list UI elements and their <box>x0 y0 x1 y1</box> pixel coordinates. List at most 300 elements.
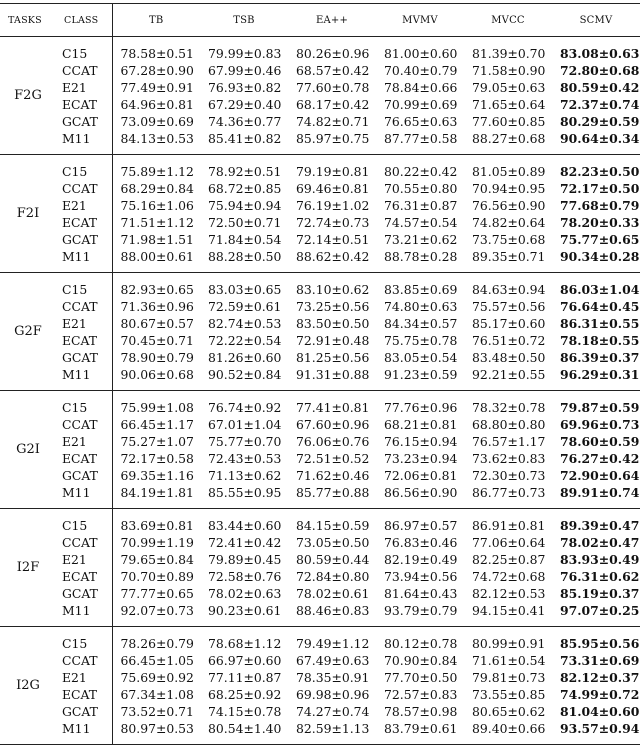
class-label: M11 <box>56 484 112 509</box>
value-cell: 71.84±0.54 <box>208 232 282 247</box>
table-row <box>0 686 640 703</box>
value-cell: 75.99±1.08 <box>120 400 194 415</box>
value-cell: 71.13±0.62 <box>208 468 282 483</box>
class-label: GCAT <box>56 467 112 484</box>
value-cell: 92.07±0.73 <box>120 603 194 618</box>
value-cell: 72.17±0.58 <box>120 451 194 466</box>
table-row <box>0 416 640 433</box>
value-cell: 72.37±0.74 <box>560 97 640 112</box>
value-cell: 90.64±0.34 <box>560 131 640 146</box>
value-cell: 77.60±0.78 <box>296 80 370 95</box>
value-cell: 87.77±0.58 <box>384 131 458 146</box>
value-cell: 76.56±0.90 <box>472 198 546 213</box>
value-cell: 67.49±0.63 <box>296 653 370 668</box>
class-label: M11 <box>56 366 112 391</box>
value-cell: 68.25±0.92 <box>208 687 282 702</box>
value-cell: 79.89±0.45 <box>208 552 282 567</box>
value-cell: 80.59±0.42 <box>560 80 640 95</box>
class-label: C15 <box>56 391 112 417</box>
value-cell: 74.57±0.54 <box>384 215 458 230</box>
value-cell: 81.26±0.60 <box>208 350 282 365</box>
value-cell: 80.99±0.91 <box>472 636 546 651</box>
table-row <box>0 484 640 509</box>
value-cell: 96.29±0.31 <box>560 367 640 382</box>
table-row <box>0 602 640 627</box>
value-cell: 73.62±0.83 <box>472 451 546 466</box>
table-row <box>0 180 640 197</box>
value-cell: 75.27±1.07 <box>120 434 194 449</box>
value-cell: 85.77±0.88 <box>296 485 370 500</box>
class-label: CCAT <box>56 534 112 551</box>
value-cell: 71.61±0.54 <box>472 653 546 668</box>
value-cell: 82.12±0.53 <box>472 586 546 601</box>
value-cell: 67.99±0.46 <box>208 63 282 78</box>
value-cell: 83.69±0.81 <box>120 518 194 533</box>
value-cell: 67.01±1.04 <box>208 417 282 432</box>
value-cell: 91.31±0.88 <box>296 367 370 382</box>
value-cell: 89.40±0.66 <box>472 721 546 736</box>
class-label: ECAT <box>56 568 112 585</box>
header-class: CLASS <box>56 4 112 37</box>
value-cell: 70.55±0.80 <box>384 181 458 196</box>
task-label: I2G <box>16 678 40 693</box>
table-row <box>0 248 640 273</box>
class-label: E21 <box>56 551 112 568</box>
class-label: ECAT <box>56 332 112 349</box>
table-row <box>0 332 640 349</box>
value-cell: 78.84±0.66 <box>384 80 458 95</box>
value-cell: 68.57±0.42 <box>296 63 370 78</box>
value-cell: 77.60±0.85 <box>472 114 546 129</box>
value-cell: 81.04±0.60 <box>560 704 640 719</box>
value-cell: 68.80±0.80 <box>472 417 546 432</box>
value-cell: 71.36±0.96 <box>120 299 194 314</box>
value-cell: 82.59±1.13 <box>296 721 370 736</box>
value-cell: 76.65±0.63 <box>384 114 458 129</box>
value-cell: 86.97±0.57 <box>384 518 458 533</box>
class-label: C15 <box>56 155 112 181</box>
value-cell: 86.03±1.04 <box>560 282 640 297</box>
value-cell: 72.90±0.64 <box>560 468 640 483</box>
task-group <box>0 509 640 627</box>
value-cell: 83.05±0.54 <box>384 350 458 365</box>
value-cell: 71.51±1.12 <box>120 215 194 230</box>
class-label: CCAT <box>56 652 112 669</box>
header-mvmv: MVMV <box>376 4 464 37</box>
class-label: E21 <box>56 669 112 686</box>
value-cell: 75.57±0.56 <box>472 299 546 314</box>
value-cell: 84.34±0.57 <box>384 316 458 331</box>
value-cell: 78.57±0.98 <box>384 704 458 719</box>
value-cell: 68.29±0.84 <box>120 181 194 196</box>
table-row <box>0 585 640 602</box>
table-row <box>0 231 640 248</box>
value-cell: 94.15±0.41 <box>472 603 546 618</box>
value-cell: 80.97±0.53 <box>120 721 194 736</box>
value-cell: 79.99±0.83 <box>208 46 282 61</box>
task-group <box>0 391 640 509</box>
value-cell: 71.62±0.46 <box>296 468 370 483</box>
table-row <box>0 509 640 535</box>
value-cell: 66.45±1.05 <box>120 653 194 668</box>
value-cell: 69.96±0.73 <box>560 417 640 432</box>
value-cell: 72.22±0.54 <box>208 333 282 348</box>
table-row <box>0 96 640 113</box>
value-cell: 75.77±0.70 <box>208 434 282 449</box>
class-label: CCAT <box>56 180 112 197</box>
value-cell: 85.17±0.60 <box>472 316 546 331</box>
value-cell: 72.17±0.50 <box>560 181 640 196</box>
value-cell: 82.19±0.49 <box>384 552 458 567</box>
value-cell: 84.63±0.94 <box>472 282 546 297</box>
table-row <box>0 315 640 332</box>
value-cell: 93.57±0.94 <box>560 721 640 736</box>
value-cell: 72.50±0.71 <box>208 215 282 230</box>
value-cell: 73.23±0.94 <box>384 451 458 466</box>
class-label: E21 <box>56 433 112 450</box>
value-cell: 83.44±0.60 <box>208 518 282 533</box>
table-row <box>0 720 640 745</box>
value-cell: 84.19±1.81 <box>120 485 194 500</box>
value-cell: 82.23±0.50 <box>560 164 640 179</box>
value-cell: 70.99±1.19 <box>120 535 194 550</box>
value-cell: 84.13±0.53 <box>120 131 194 146</box>
value-cell: 93.79±0.79 <box>384 603 458 618</box>
value-cell: 80.26±0.96 <box>296 46 370 61</box>
value-cell: 78.26±0.79 <box>120 636 194 651</box>
value-cell: 74.80±0.63 <box>384 299 458 314</box>
value-cell: 75.77±0.65 <box>560 232 640 247</box>
header-tsb: TSB <box>200 4 288 37</box>
value-cell: 91.23±0.59 <box>384 367 458 382</box>
task-label: G2F <box>14 324 42 339</box>
value-cell: 76.64±0.45 <box>560 299 640 314</box>
value-cell: 85.41±0.82 <box>208 131 282 146</box>
value-cell: 73.75±0.68 <box>472 232 546 247</box>
value-cell: 86.77±0.73 <box>472 485 546 500</box>
value-cell: 70.99±0.69 <box>384 97 458 112</box>
table-row <box>0 669 640 686</box>
class-label: C15 <box>56 627 112 653</box>
value-cell: 80.22±0.42 <box>384 164 458 179</box>
value-cell: 78.60±0.59 <box>560 434 640 449</box>
value-cell: 85.95±0.56 <box>560 636 640 651</box>
value-cell: 64.96±0.81 <box>120 97 194 112</box>
value-cell: 83.85±0.69 <box>384 282 458 297</box>
value-cell: 76.27±0.42 <box>560 451 640 466</box>
value-cell: 75.75±0.78 <box>384 333 458 348</box>
value-cell: 73.21±0.62 <box>384 232 458 247</box>
class-label: C15 <box>56 509 112 535</box>
value-cell: 77.41±0.81 <box>296 400 370 415</box>
class-label: GCAT <box>56 231 112 248</box>
table-row <box>0 197 640 214</box>
class-label: C15 <box>56 273 112 299</box>
class-label: M11 <box>56 130 112 155</box>
value-cell: 74.99±0.72 <box>560 687 640 702</box>
class-label: C15 <box>56 37 112 63</box>
task-group <box>0 273 640 391</box>
task-label: F2G <box>14 88 42 103</box>
table-row <box>0 155 640 181</box>
value-cell: 72.06±0.81 <box>384 468 458 483</box>
value-cell: 82.93±0.65 <box>120 282 194 297</box>
value-cell: 82.12±0.37 <box>560 670 640 685</box>
value-cell: 78.35±0.91 <box>296 670 370 685</box>
value-cell: 85.55±0.95 <box>208 485 282 500</box>
value-cell: 67.60±0.96 <box>296 417 370 432</box>
value-cell: 80.59±0.44 <box>296 552 370 567</box>
value-cell: 76.57±1.17 <box>472 434 546 449</box>
value-cell: 77.06±0.64 <box>472 535 546 550</box>
value-cell: 80.29±0.59 <box>560 114 640 129</box>
value-cell: 86.39±0.37 <box>560 350 640 365</box>
value-cell: 76.51±0.72 <box>472 333 546 348</box>
value-cell: 67.28±0.90 <box>120 63 194 78</box>
value-cell: 81.05±0.89 <box>472 164 546 179</box>
value-cell: 75.16±1.06 <box>120 198 194 213</box>
table-row <box>0 273 640 299</box>
class-label: CCAT <box>56 298 112 315</box>
value-cell: 78.02±0.61 <box>296 586 370 601</box>
value-cell: 76.83±0.46 <box>384 535 458 550</box>
value-cell: 73.09±0.69 <box>120 114 194 129</box>
value-cell: 80.54±1.40 <box>208 721 282 736</box>
value-cell: 71.65±0.64 <box>472 97 546 112</box>
value-cell: 71.98±1.51 <box>120 232 194 247</box>
task-label: G2I <box>16 442 40 457</box>
class-label: M11 <box>56 720 112 745</box>
table-row <box>0 62 640 79</box>
value-cell: 90.06±0.68 <box>120 367 194 382</box>
class-label: CCAT <box>56 416 112 433</box>
value-cell: 72.43±0.53 <box>208 451 282 466</box>
header-ea: EA++ <box>288 4 376 37</box>
value-cell: 76.31±0.87 <box>384 198 458 213</box>
table-row <box>0 652 640 669</box>
table-row <box>0 627 640 653</box>
value-cell: 75.69±0.92 <box>120 670 194 685</box>
value-cell: 79.05±0.63 <box>472 80 546 95</box>
task-group <box>0 155 640 273</box>
task-group <box>0 37 640 155</box>
table-row <box>0 433 640 450</box>
value-cell: 80.65±0.62 <box>472 704 546 719</box>
value-cell: 82.25±0.87 <box>472 552 546 567</box>
class-label: GCAT <box>56 349 112 366</box>
table-row <box>0 568 640 585</box>
table-row <box>0 551 640 568</box>
value-cell: 79.87±0.59 <box>560 400 640 415</box>
value-cell: 79.65±0.84 <box>120 552 194 567</box>
table-row <box>0 534 640 551</box>
value-cell: 74.72±0.68 <box>472 569 546 584</box>
value-cell: 80.12±0.78 <box>384 636 458 651</box>
table-row <box>0 214 640 231</box>
value-cell: 90.23±0.61 <box>208 603 282 618</box>
value-cell: 78.90±0.79 <box>120 350 194 365</box>
value-cell: 72.51±0.52 <box>296 451 370 466</box>
value-cell: 83.48±0.50 <box>472 350 546 365</box>
results-table <box>0 3 640 745</box>
table-row <box>0 130 640 155</box>
value-cell: 86.56±0.90 <box>384 485 458 500</box>
value-cell: 88.28±0.50 <box>208 249 282 264</box>
value-cell: 70.45±0.71 <box>120 333 194 348</box>
table-row <box>0 450 640 467</box>
value-cell: 74.27±0.74 <box>296 704 370 719</box>
value-cell: 79.49±1.12 <box>296 636 370 651</box>
value-cell: 88.46±0.83 <box>296 603 370 618</box>
value-cell: 83.93±0.49 <box>560 552 640 567</box>
value-cell: 81.39±0.70 <box>472 46 546 61</box>
class-label: ECAT <box>56 96 112 113</box>
class-label: ECAT <box>56 450 112 467</box>
header-scmv: SCMV <box>552 4 640 37</box>
value-cell: 67.34±1.08 <box>120 687 194 702</box>
value-cell: 88.78±0.28 <box>384 249 458 264</box>
class-label: GCAT <box>56 703 112 720</box>
value-cell: 92.21±0.55 <box>472 367 546 382</box>
value-cell: 72.91±0.48 <box>296 333 370 348</box>
value-cell: 83.10±0.62 <box>296 282 370 297</box>
value-cell: 73.52±0.71 <box>120 704 194 719</box>
value-cell: 70.94±0.95 <box>472 181 546 196</box>
class-label: GCAT <box>56 585 112 602</box>
value-cell: 76.93±0.82 <box>208 80 282 95</box>
value-cell: 74.82±0.71 <box>296 114 370 129</box>
value-cell: 79.19±0.81 <box>296 164 370 179</box>
header-tasks: TASKS <box>0 4 56 37</box>
value-cell: 89.91±0.74 <box>560 485 640 500</box>
value-cell: 83.03±0.65 <box>208 282 282 297</box>
value-cell: 85.19±0.37 <box>560 586 640 601</box>
value-cell: 70.90±0.84 <box>384 653 458 668</box>
table-row <box>0 298 640 315</box>
value-cell: 72.41±0.42 <box>208 535 282 550</box>
class-label: E21 <box>56 315 112 332</box>
value-cell: 82.74±0.53 <box>208 316 282 331</box>
value-cell: 78.68±1.12 <box>208 636 282 651</box>
value-cell: 73.25±0.56 <box>296 299 370 314</box>
value-cell: 89.35±0.71 <box>472 249 546 264</box>
class-label: ECAT <box>56 214 112 231</box>
value-cell: 90.52±0.84 <box>208 367 282 382</box>
value-cell: 72.58±0.76 <box>208 569 282 584</box>
value-cell: 72.30±0.73 <box>472 468 546 483</box>
class-label: GCAT <box>56 113 112 130</box>
value-cell: 66.97±0.60 <box>208 653 282 668</box>
value-cell: 70.70±0.89 <box>120 569 194 584</box>
value-cell: 72.84±0.80 <box>296 569 370 584</box>
value-cell: 77.70±0.50 <box>384 670 458 685</box>
value-cell: 78.18±0.55 <box>560 333 640 348</box>
value-cell: 76.19±1.02 <box>296 198 370 213</box>
value-cell: 97.07±0.25 <box>560 603 640 618</box>
value-cell: 78.02±0.63 <box>208 586 282 601</box>
class-label: ECAT <box>56 686 112 703</box>
value-cell: 74.82±0.64 <box>472 215 546 230</box>
value-cell: 83.08±0.63 <box>560 46 640 61</box>
value-cell: 79.81±0.73 <box>472 670 546 685</box>
table-row <box>0 703 640 720</box>
value-cell: 67.29±0.40 <box>208 97 282 112</box>
value-cell: 78.58±0.51 <box>120 46 194 61</box>
value-cell: 90.34±0.28 <box>560 249 640 264</box>
value-cell: 83.79±0.61 <box>384 721 458 736</box>
value-cell: 71.58±0.90 <box>472 63 546 78</box>
task-label: I2F <box>16 560 40 575</box>
value-cell: 78.92±0.51 <box>208 164 282 179</box>
value-cell: 78.20±0.33 <box>560 215 640 230</box>
table-row <box>0 391 640 417</box>
value-cell: 76.15±0.94 <box>384 434 458 449</box>
value-cell: 86.91±0.81 <box>472 518 546 533</box>
value-cell: 72.57±0.83 <box>384 687 458 702</box>
value-cell: 86.31±0.55 <box>560 316 640 331</box>
table-row <box>0 349 640 366</box>
class-label: CCAT <box>56 62 112 79</box>
value-cell: 76.31±0.62 <box>560 569 640 584</box>
value-cell: 85.97±0.75 <box>296 131 370 146</box>
value-cell: 68.72±0.85 <box>208 181 282 196</box>
value-cell: 81.00±0.60 <box>384 46 458 61</box>
value-cell: 72.74±0.73 <box>296 215 370 230</box>
value-cell: 73.94±0.56 <box>384 569 458 584</box>
value-cell: 84.15±0.59 <box>296 518 370 533</box>
value-cell: 88.00±0.61 <box>120 249 194 264</box>
task-group <box>0 627 640 745</box>
class-label: E21 <box>56 197 112 214</box>
value-cell: 74.15±0.78 <box>208 704 282 719</box>
value-cell: 72.80±0.68 <box>560 63 640 78</box>
value-cell: 69.35±1.16 <box>120 468 194 483</box>
value-cell: 83.50±0.50 <box>296 316 370 331</box>
value-cell: 88.27±0.68 <box>472 131 546 146</box>
table-row <box>0 467 640 484</box>
value-cell: 73.55±0.85 <box>472 687 546 702</box>
table-row <box>0 37 640 63</box>
value-cell: 77.11±0.87 <box>208 670 282 685</box>
class-label: M11 <box>56 602 112 627</box>
value-cell: 75.89±1.12 <box>120 164 194 179</box>
value-cell: 81.64±0.43 <box>384 586 458 601</box>
value-cell: 69.98±0.96 <box>296 687 370 702</box>
value-cell: 77.76±0.96 <box>384 400 458 415</box>
header-mvcc: MVCC <box>464 4 552 37</box>
value-cell: 77.68±0.79 <box>560 198 640 213</box>
value-cell: 68.17±0.42 <box>296 97 370 112</box>
value-cell: 77.49±0.91 <box>120 80 194 95</box>
header-tb: TB <box>112 4 200 37</box>
value-cell: 88.62±0.42 <box>296 249 370 264</box>
value-cell: 78.32±0.78 <box>472 400 546 415</box>
value-cell: 68.21±0.81 <box>384 417 458 432</box>
value-cell: 73.05±0.50 <box>296 535 370 550</box>
value-cell: 66.45±1.17 <box>120 417 194 432</box>
class-label: M11 <box>56 248 112 273</box>
value-cell: 78.02±0.47 <box>560 535 640 550</box>
class-label: E21 <box>56 79 112 96</box>
value-cell: 69.46±0.81 <box>296 181 370 196</box>
value-cell: 76.06±0.76 <box>296 434 370 449</box>
value-cell: 75.94±0.94 <box>208 198 282 213</box>
value-cell: 72.14±0.51 <box>296 232 370 247</box>
table-header <box>0 4 640 37</box>
value-cell: 77.77±0.65 <box>120 586 194 601</box>
value-cell: 80.67±0.57 <box>120 316 194 331</box>
table-row <box>0 366 640 391</box>
